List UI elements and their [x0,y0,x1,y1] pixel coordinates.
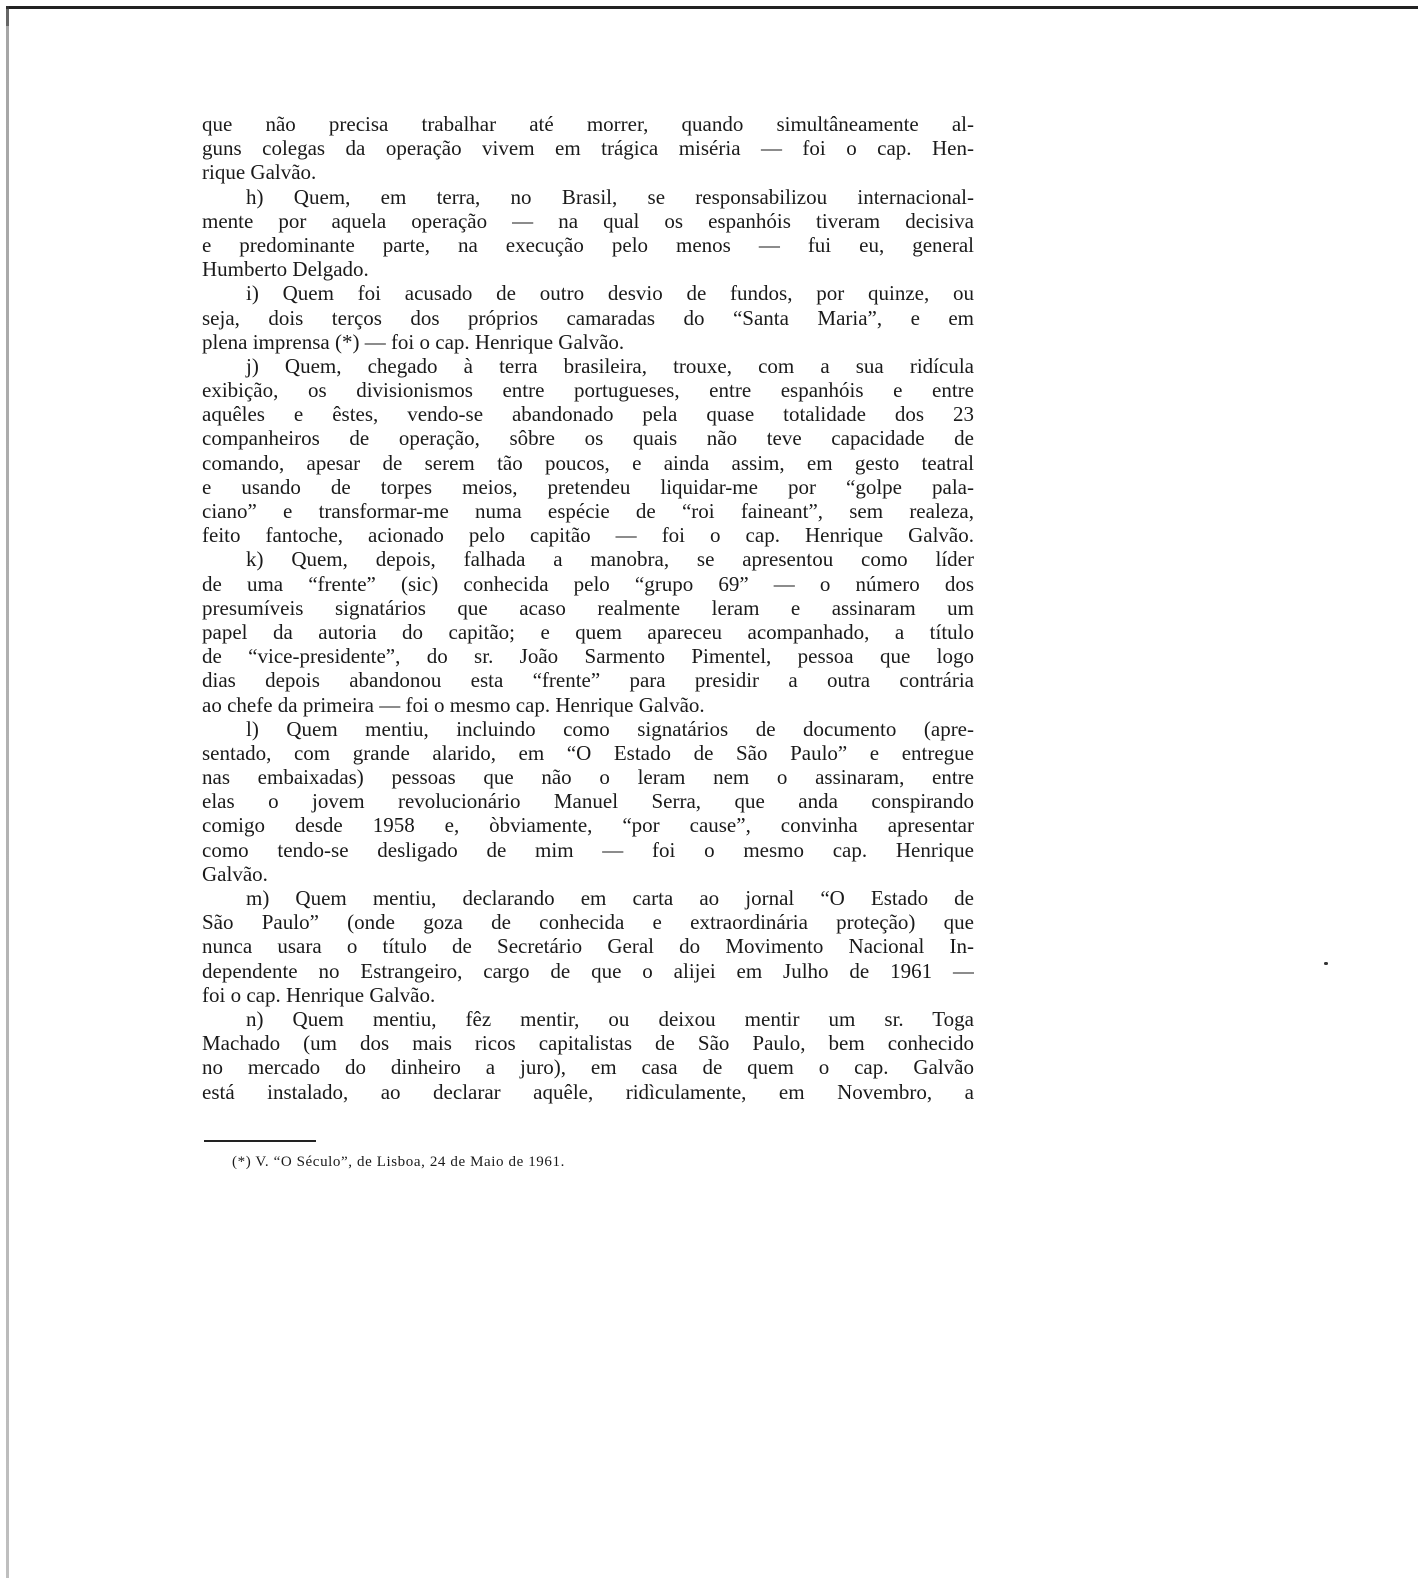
scan-border-left [6,6,9,1578]
text-line: k) Quem, depois, falhada a manobra, se apresentou como líder [246,547,974,572]
text-line: está instalado, ao declarar aquêle, ridìculamente, em Novembro, a [202,1079,974,1104]
text-line: que não precisa trabalhar até morrer, quando simultâneamente al- [202,112,974,136]
scan-speck [1324,962,1328,965]
text-line: foi o cap. Henrique Galvão. [202,982,436,1007]
text-line: comigo desde 1958 e, òbviamente, “por cause”, convinha apresentar [202,813,974,838]
text-line: de uma “frente” (sic) conhecida pelo “grupo 69” — o número dos [202,571,974,596]
text-line: n) Quem mentiu, fêz mentir, ou deixou mentir um sr. Toga [246,1006,974,1031]
text-line: nas embaixadas) pessoas que não o leram nem o assinaram, entre [202,765,974,790]
text-line: h) Quem, em terra, no Brasil, se responsabilizou internacional- [246,184,974,209]
text-line: i) Quem foi acusado de outro desvio de fundos, por quinze, ou [246,281,974,306]
scan-border-top [6,6,1418,9]
text-line: de “vice-presidente”, do sr. João Sarmento Pimentel, pessoa que logo [202,644,974,669]
text-line: ciano” e transformar-me numa espécie de “roi faineant”, sem realeza, [202,499,974,523]
text-line: companheiros de operação, sôbre os quais não teve capacidade de [202,426,974,451]
text-line: São Paulo” (onde goza de conhecida e extraordinária proteção) que [202,910,974,935]
text-line: nunca usara o título de Secretário Geral do Movimento Nacional In- [202,934,974,959]
text-line: Machado (um dos mais ricos capitalistas de São Paulo, bem conhecido [202,1031,974,1056]
footnote: (*) V. “O Século”, de Lisboa, 24 de Maio de 1961. [232,1154,565,1170]
text-line: j) Quem, chegado à terra brasileira, trouxe, com a sua ridícula [246,353,974,378]
text-line: dias depois abandonou esta “frente” para presidir a outra contrária [202,668,974,693]
text-line: papel da autoria do capitão; e quem apareceu acompanhado, a título [202,619,974,644]
text-line: aquêles e êstes, vendo-se abandonado pela quase totalidade dos 23 [202,402,974,427]
text-line: e usando de torpes meios, pretendeu liquidar-me por “golpe pala- [202,474,974,499]
text-line: Galvão. [202,861,268,886]
text-line: dependente no Estrangeiro, cargo de que o alijei em Julho de 1961 — [202,958,974,983]
footnote-separator [204,1140,316,1142]
text-line: Humberto Delgado. [202,257,369,282]
text-line: elas o jovem revolucionário Manuel Serra, que anda conspirando [202,789,974,814]
text-line: como tendo-se desligado de mim — foi o mesmo cap. Henrique [202,837,974,862]
text-line: no mercado do dinheiro a juro), em casa de quem o cap. Galvão [202,1055,974,1080]
text-line: ao chefe da primeira — foi o mesmo cap. Henrique Galvão. [202,692,705,717]
text-line: plena imprensa (*) — foi o cap. Henrique Galvão. [202,329,625,354]
text-line: l) Quem mentiu, incluindo como signatários de documento (apre- [246,716,974,741]
text-line: seja, dois terços dos próprios camaradas do “Santa Maria”, e em [202,305,974,330]
text-line: guns colegas da operação vivem em trágica miséria — foi o cap. Hen- [202,136,974,161]
text-line: sentado, com grande alarido, em “O Estado de São Paulo” e entregue [202,740,974,765]
text-line: comando, apesar de serem tão poucos, e ainda assim, em gesto teatral [202,450,974,475]
text-line: mente por aquela operação — na qual os espanhóis tiveram decisiva [202,208,974,233]
text-line: exibição, os divisionismos entre portugueses, entre espanhóis e entre [202,378,974,403]
page-body-text [202,112,974,1104]
text-line: rique Galvão. [202,160,317,185]
text-line: feito fantoche, acionado pelo capitão — foi o cap. Henrique Galvão. [202,523,974,548]
text-line: m) Quem mentiu, declarando em carta ao jornal “O Estado de [246,886,974,910]
text-line: presumíveis signatários que acaso realmente leram e assinaram um [202,595,974,620]
text-line: e predominante parte, na execução pelo menos — fui eu, general [202,232,974,257]
